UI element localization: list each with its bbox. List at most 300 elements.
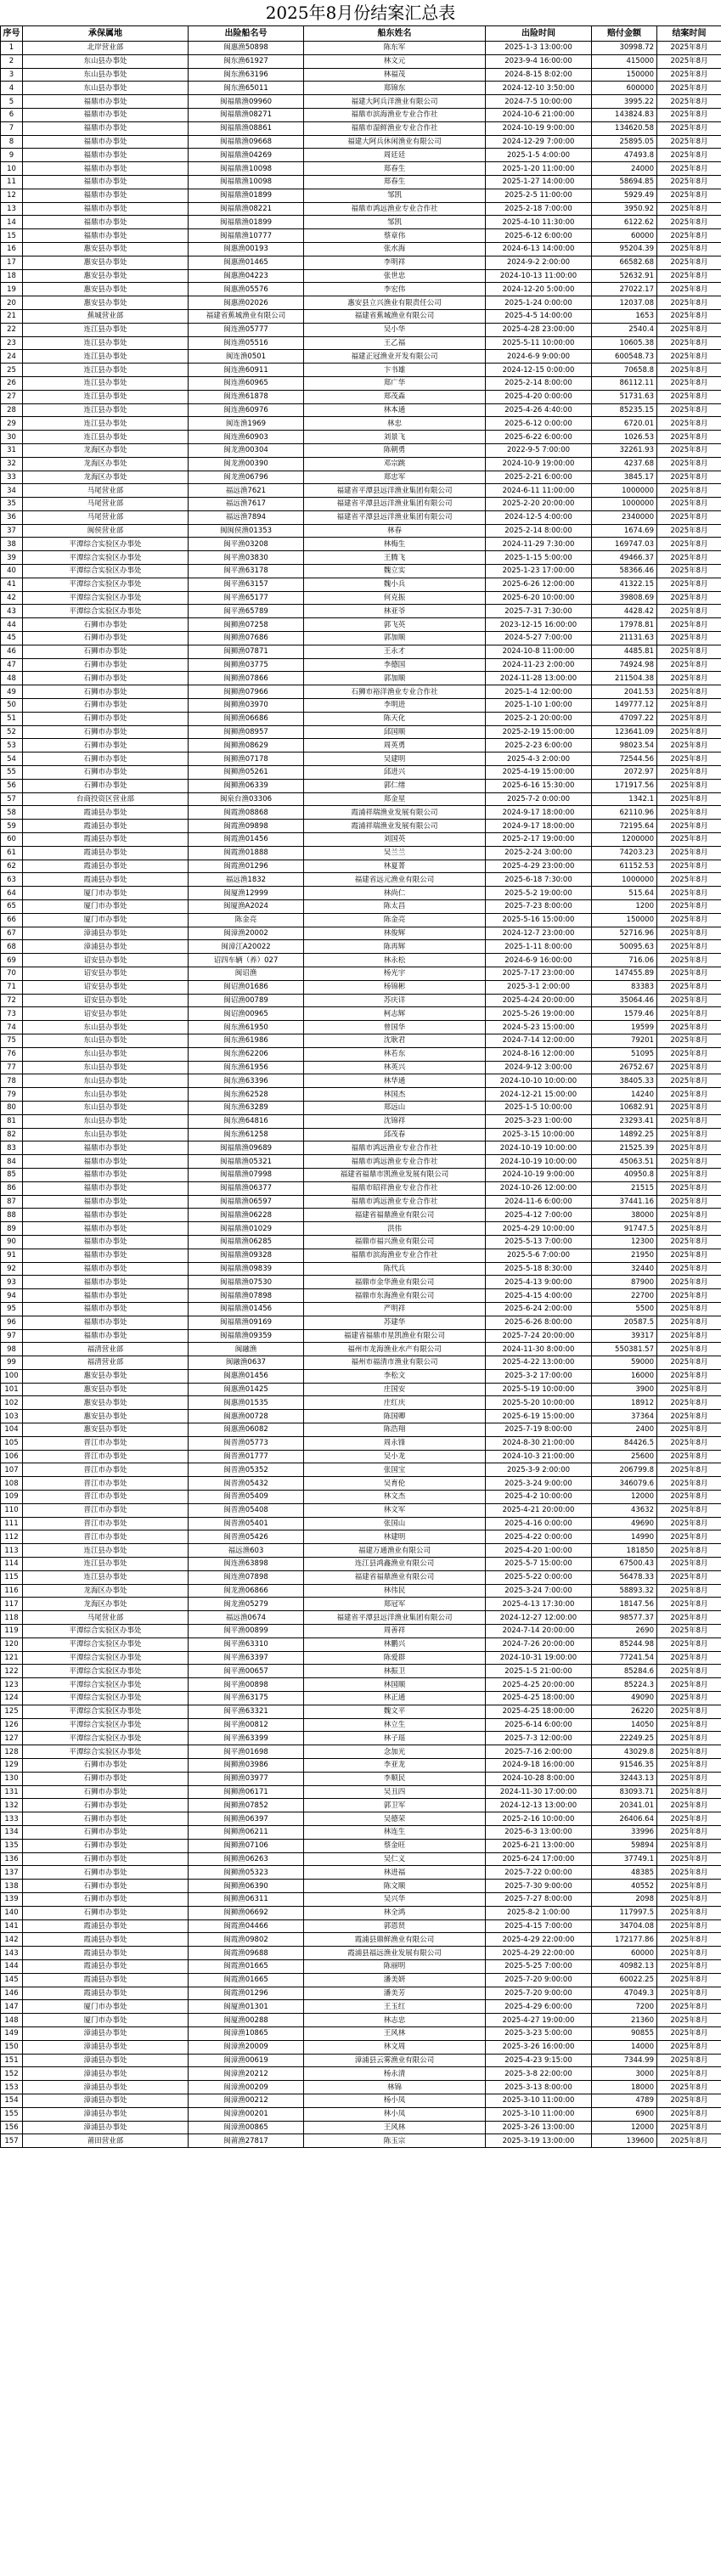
- cell-amount: 550381.57: [592, 1343, 657, 1356]
- cell-vessel: 闽福鼎渔09359: [189, 1329, 304, 1343]
- cell-accident-time: 2025-4-29 22:00:00: [486, 1947, 592, 1960]
- cell-close-date: 2025年8月: [657, 1222, 721, 1236]
- cell-amount: 21525.39: [592, 1141, 657, 1155]
- cell-region: 石狮市办事处: [23, 779, 189, 792]
- table-row: [1, 1114, 721, 1128]
- cell-owner: 林永松: [304, 954, 486, 967]
- cell-owner: 张国山: [304, 1517, 486, 1530]
- cell-owner: 陈爱群: [304, 1651, 486, 1665]
- cell-index: 19: [1, 283, 23, 296]
- table-row: [1, 1718, 721, 1732]
- table-row: [1, 2067, 721, 2081]
- cell-index: 83: [1, 1141, 23, 1155]
- cell-close-date: 2025年8月: [657, 1906, 721, 1919]
- cell-vessel: 闽闽侯渔01353: [189, 524, 304, 538]
- cell-amount: 7344.99: [592, 2054, 657, 2067]
- cell-vessel: 闽平渔63399: [189, 1732, 304, 1745]
- cell-owner: 林全鸿: [304, 1906, 486, 1919]
- cell-vessel: 闽漳渔10865: [189, 2026, 304, 2040]
- cell-owner: 邱进兴: [304, 766, 486, 780]
- cell-region: 平潭综合实验区办事处: [23, 1718, 189, 1732]
- cell-accident-time: 2025-3-13 8:00:00: [486, 2081, 592, 2094]
- cell-vessel: 闽狮渔06311: [189, 1892, 304, 1906]
- table-row: [1, 364, 721, 377]
- cell-region: 连江县办事处: [23, 403, 189, 417]
- cell-vessel: 闽福鼎渔09668: [189, 135, 304, 149]
- table-row: [1, 2000, 721, 2014]
- cell-amount: 12000: [592, 1491, 657, 1504]
- cell-owner: 郑远山: [304, 1101, 486, 1114]
- cell-owner: 严明祥: [304, 1302, 486, 1316]
- cell-amount: 1342.1: [592, 792, 657, 806]
- cell-owner: 李明祥: [304, 256, 486, 269]
- cell-close-date: 2025年8月: [657, 121, 721, 135]
- cell-vessel: 闽融渔0637: [189, 1356, 304, 1370]
- table-row: [1, 162, 721, 176]
- cell-amount: 1026.53: [592, 431, 657, 444]
- cell-owner: 王永才: [304, 645, 486, 658]
- cell-region: 连江县办事处: [23, 323, 189, 336]
- table-row: [1, 900, 721, 914]
- cell-index: 75: [1, 1034, 23, 1047]
- cell-accident-time: 2024-9-12 3:00:00: [486, 1061, 592, 1074]
- cell-index: 44: [1, 618, 23, 632]
- cell-amount: 12300: [592, 1235, 657, 1249]
- table-row: [1, 967, 721, 980]
- cell-region: 福鼎市办事处: [23, 1168, 189, 1181]
- cell-vessel: 闽晋渔05401: [189, 1517, 304, 1530]
- cell-close-date: 2025年8月: [657, 685, 721, 699]
- cell-region: 石狮市办事处: [23, 1785, 189, 1799]
- cell-index: 112: [1, 1530, 23, 1544]
- cell-close-date: 2025年8月: [657, 1396, 721, 1410]
- cell-owner: 林鹏兴: [304, 1637, 486, 1651]
- cell-index: 30: [1, 431, 23, 444]
- table-row: [1, 1705, 721, 1718]
- cell-close-date: 2025年8月: [657, 1772, 721, 1785]
- cell-index: 45: [1, 632, 23, 645]
- table-row: [1, 1329, 721, 1343]
- table-row: [1, 551, 721, 565]
- cell-index: 127: [1, 1732, 23, 1745]
- cell-accident-time: 2025-2-24 3:00:00: [486, 846, 592, 860]
- cell-close-date: 2025年8月: [657, 565, 721, 578]
- cell-close-date: 2025年8月: [657, 618, 721, 632]
- cell-owner: 福建省福鼎市凯渔业发展有限公司: [304, 1168, 486, 1181]
- cell-close-date: 2025年8月: [657, 846, 721, 860]
- cell-region: 石狮市办事处: [23, 1892, 189, 1906]
- cell-accident-time: 2025-5-11 10:00:00: [486, 336, 592, 350]
- cell-vessel: 闽福鼎渔06228: [189, 1209, 304, 1222]
- table-row: [1, 1302, 721, 1316]
- cell-amount: 143824.83: [592, 108, 657, 121]
- cell-amount: 45063.51: [592, 1155, 657, 1169]
- cell-region: 石狮市办事处: [23, 672, 189, 685]
- cell-accident-time: 2025-3-24 9:00:00: [486, 1477, 592, 1491]
- cell-close-date: 2025年8月: [657, 1825, 721, 1839]
- cell-close-date: 2025年8月: [657, 1973, 721, 1987]
- cell-accident-time: 2025-1-20 11:00:00: [486, 162, 592, 176]
- cell-accident-time: 2025-4-29 6:00:00: [486, 2000, 592, 2014]
- cell-index: 23: [1, 336, 23, 350]
- cell-accident-time: 2025-4-13 17:30:00: [486, 1598, 592, 1611]
- cell-owner: 霞浦祥瑞渔业发展有限公司: [304, 806, 486, 820]
- cell-index: 53: [1, 739, 23, 753]
- cell-vessel: 闽狮渔08957: [189, 725, 304, 739]
- cell-amount: 58893.32: [592, 1584, 657, 1598]
- cell-close-date: 2025年8月: [657, 1356, 721, 1370]
- cell-index: 48: [1, 672, 23, 685]
- cell-owner: 惠安县立兴渔业有限责任公司: [304, 296, 486, 310]
- cell-close-date: 2025年8月: [657, 1436, 721, 1450]
- cell-amount: 7200: [592, 2000, 657, 2014]
- table-row: [1, 1343, 721, 1356]
- table-row: [1, 779, 721, 792]
- header-row: [1, 26, 721, 42]
- cell-owner: 福建省福鼎市星凯渔业有限公司: [304, 1329, 486, 1343]
- cell-region: 晋江市办事处: [23, 1491, 189, 1504]
- header-vessel: 出险船名号: [189, 26, 304, 42]
- cell-index: 94: [1, 1289, 23, 1303]
- cell-owner: 陈太昌: [304, 900, 486, 914]
- table-row: [1, 1503, 721, 1517]
- cell-owner: 李顺民: [304, 1772, 486, 1785]
- cell-index: 96: [1, 1316, 23, 1329]
- cell-vessel: 闽泉台渔03306: [189, 792, 304, 806]
- cell-close-date: 2025年8月: [657, 672, 721, 685]
- cell-close-date: 2025年8月: [657, 1410, 721, 1423]
- cell-vessel: 闽福鼎渔09839: [189, 1262, 304, 1276]
- cell-region: 龙海区办事处: [23, 443, 189, 457]
- cell-accident-time: 2025-3-1 2:00:00: [486, 980, 592, 994]
- cell-region: 霞浦县办事处: [23, 1987, 189, 2000]
- cell-accident-time: 2025-6-19 15:00:00: [486, 1410, 592, 1423]
- table-row: [1, 1436, 721, 1450]
- cell-vessel: 闽狮渔07871: [189, 645, 304, 658]
- table-row: [1, 1625, 721, 1638]
- cell-index: 138: [1, 1880, 23, 1893]
- cell-region: 东山县办事处: [23, 1101, 189, 1114]
- cell-owner: 蔡金旺: [304, 1839, 486, 1852]
- cell-accident-time: 2024-10-8 11:00:00: [486, 645, 592, 658]
- cell-region: 平潭综合实验区办事处: [23, 1745, 189, 1759]
- cell-accident-time: 2024-6-9 9:00:00: [486, 350, 592, 364]
- cell-close-date: 2025年8月: [657, 833, 721, 847]
- cell-accident-time: 2025-5-26 19:00:00: [486, 1007, 592, 1021]
- cell-vessel: 闽晋渔05352: [189, 1463, 304, 1477]
- cell-owner: 林小凤: [304, 2107, 486, 2121]
- cell-region: 福鼎市办事处: [23, 149, 189, 162]
- cell-amount: 117997.5: [592, 1906, 657, 1919]
- cell-vessel: 闽厦渔01301: [189, 2000, 304, 2014]
- cell-index: 17: [1, 256, 23, 269]
- cell-close-date: 2025年8月: [657, 1369, 721, 1383]
- cell-accident-time: 2024-11-30 17:00:00: [486, 1785, 592, 1799]
- cell-region: 霞浦县办事处: [23, 1933, 189, 1947]
- table-row: [1, 1061, 721, 1074]
- cell-vessel: 闽诏渔01686: [189, 980, 304, 994]
- cell-index: 42: [1, 591, 23, 605]
- cell-region: 福鼎市办事处: [23, 1316, 189, 1329]
- cell-owner: 郭卫军: [304, 1799, 486, 1812]
- cell-accident-time: 2025-1-4 12:00:00: [486, 685, 592, 699]
- cell-close-date: 2025年8月: [657, 323, 721, 336]
- cell-close-date: 2025年8月: [657, 229, 721, 243]
- cell-accident-time: 2025-4-21 20:00:00: [486, 1503, 592, 1517]
- cell-accident-time: 2024-6-11 11:00:00: [486, 484, 592, 498]
- cell-index: 119: [1, 1625, 23, 1638]
- cell-index: 56: [1, 779, 23, 792]
- cell-vessel: 闽狮渔05261: [189, 766, 304, 780]
- cell-owner: 郑冠军: [304, 1598, 486, 1611]
- cell-amount: 26220: [592, 1705, 657, 1718]
- cell-accident-time: 2025-7-20 9:00:00: [486, 1987, 592, 2000]
- cell-accident-time: 2025-5-7 15:00:00: [486, 1558, 592, 1571]
- cell-index: 135: [1, 1839, 23, 1852]
- cell-vessel: 闽福鼎渔09328: [189, 1249, 304, 1262]
- cell-accident-time: 2025-4-25 18:00:00: [486, 1705, 592, 1718]
- cell-region: 福鼎市办事处: [23, 108, 189, 121]
- cell-amount: 2098: [592, 1892, 657, 1906]
- cell-owner: 周永锋: [304, 1436, 486, 1450]
- cell-accident-time: 2025-1-5 4:00:00: [486, 149, 592, 162]
- cell-owner: 林国顺: [304, 1678, 486, 1692]
- cell-accident-time: 2025-4-20 1:00:00: [486, 1544, 592, 1558]
- cell-amount: 40950.8: [592, 1168, 657, 1181]
- table-row: [1, 792, 721, 806]
- cell-vessel: 闽东渔61950: [189, 1021, 304, 1034]
- table-row: [1, 1491, 721, 1504]
- table-row: [1, 1825, 721, 1839]
- cell-amount: 6122.62: [592, 216, 657, 229]
- table-row: [1, 1611, 721, 1625]
- cell-amount: 74924.98: [592, 658, 657, 672]
- cell-amount: 515.64: [592, 887, 657, 900]
- cell-accident-time: 2025-4-23 9:15:00: [486, 2054, 592, 2067]
- cell-amount: 25895.05: [592, 135, 657, 149]
- cell-index: 52: [1, 725, 23, 739]
- cell-close-date: 2025年8月: [657, 1718, 721, 1732]
- cell-owner: 林立生: [304, 1718, 486, 1732]
- cell-owner: 林文杰: [304, 1491, 486, 1504]
- cell-close-date: 2025年8月: [657, 994, 721, 1007]
- cell-amount: 3995.22: [592, 95, 657, 109]
- cell-accident-time: 2024-11-28 13:00:00: [486, 672, 592, 685]
- cell-region: 惠安县办事处: [23, 283, 189, 296]
- cell-index: 38: [1, 538, 23, 551]
- cell-region: 厦门市办事处: [23, 2000, 189, 2014]
- cell-vessel: 闽惠渔04223: [189, 269, 304, 283]
- cell-owner: 吴丑四: [304, 1785, 486, 1799]
- cell-index: 84: [1, 1155, 23, 1169]
- cell-vessel: 闽漳江A20022: [189, 940, 304, 954]
- cell-owner: 福鼎市东海渔业有限公司: [304, 1289, 486, 1303]
- cell-accident-time: 2024-9-18 16:00:00: [486, 1759, 592, 1773]
- table-row: [1, 1892, 721, 1906]
- cell-owner: 邹凯: [304, 189, 486, 202]
- cell-region: 东山县办事处: [23, 54, 189, 68]
- cell-owner: 林文军: [304, 1503, 486, 1517]
- cell-vessel: 闽霞渔01296: [189, 860, 304, 873]
- cell-accident-time: 2025-7-22 0:00:00: [486, 1866, 592, 1880]
- cell-vessel: 闽狮渔06211: [189, 1825, 304, 1839]
- cell-owner: 郑春生: [304, 175, 486, 189]
- cell-accident-time: 2025-2-16 10:00:00: [486, 1812, 592, 1826]
- cell-index: 143: [1, 1947, 23, 1960]
- cell-region: 惠安县办事处: [23, 296, 189, 310]
- cell-index: 81: [1, 1114, 23, 1128]
- cell-region: 连江县办事处: [23, 390, 189, 403]
- table-row: [1, 1450, 721, 1463]
- cell-vessel: 闽惠渔01465: [189, 256, 304, 269]
- cell-amount: 1200: [592, 900, 657, 914]
- cell-amount: 1674.69: [592, 524, 657, 538]
- cell-close-date: 2025年8月: [657, 2121, 721, 2134]
- cell-index: 13: [1, 202, 23, 216]
- cell-region: 福鼎市办事处: [23, 121, 189, 135]
- table-row: [1, 390, 721, 403]
- cell-index: 76: [1, 1047, 23, 1061]
- cell-vessel: 闽平渔63310: [189, 1637, 304, 1651]
- cell-accident-time: 2024-12-5 4:00:00: [486, 510, 592, 524]
- cell-vessel: 闽晋渔05773: [189, 1436, 304, 1450]
- cell-owner: 蔡章伟: [304, 229, 486, 243]
- cell-vessel: 福远渔0674: [189, 1611, 304, 1625]
- table-row: [1, 498, 721, 511]
- cell-region: 东山县办事处: [23, 1088, 189, 1102]
- cell-close-date: 2025年8月: [657, 739, 721, 753]
- table-row: [1, 605, 721, 618]
- cell-owner: 杨小凤: [304, 2094, 486, 2107]
- cell-close-date: 2025年8月: [657, 54, 721, 68]
- cell-index: 78: [1, 1074, 23, 1088]
- cell-close-date: 2025年8月: [657, 2000, 721, 2014]
- cell-accident-time: 2024-10-3 21:00:00: [486, 1450, 592, 1463]
- cell-close-date: 2025年8月: [657, 1584, 721, 1598]
- cell-region: 石狮市办事处: [23, 1812, 189, 1826]
- cell-region: 厦门市办事处: [23, 2014, 189, 2027]
- cell-region: 平潭综合实验区办事处: [23, 605, 189, 618]
- table-row: [1, 753, 721, 766]
- cell-vessel: 闽莆渔27817: [189, 2134, 304, 2148]
- cell-region: 东山县办事处: [23, 1034, 189, 1047]
- cell-close-date: 2025年8月: [657, 1074, 721, 1088]
- cell-vessel: 闽平渔00899: [189, 1625, 304, 1638]
- cell-vessel: 闽东渔64816: [189, 1114, 304, 1128]
- cell-vessel: 闽平渔00812: [189, 1718, 304, 1732]
- cell-vessel: 闽平渔63178: [189, 565, 304, 578]
- cell-region: 平潭综合实验区办事处: [23, 1625, 189, 1638]
- cell-amount: 2072.97: [592, 766, 657, 780]
- cell-index: 124: [1, 1692, 23, 1705]
- cell-region: 诏安县办事处: [23, 967, 189, 980]
- cell-index: 72: [1, 994, 23, 1007]
- cell-amount: 37749.1: [592, 1852, 657, 1866]
- cell-region: 厦门市办事处: [23, 900, 189, 914]
- cell-accident-time: 2024-10-10 10:00:00: [486, 1074, 592, 1088]
- table-row: [1, 95, 721, 109]
- cell-close-date: 2025年8月: [657, 2094, 721, 2107]
- cell-close-date: 2025年8月: [657, 1047, 721, 1061]
- cell-index: 22: [1, 323, 23, 336]
- cell-accident-time: 2025-4-16 0:00:00: [486, 1517, 592, 1530]
- cell-vessel: 闽狮渔03986: [189, 1759, 304, 1773]
- table-row: [1, 431, 721, 444]
- cell-amount: 18000: [592, 2081, 657, 2094]
- cell-index: 71: [1, 980, 23, 994]
- cell-region: 福鼎市办事处: [23, 1235, 189, 1249]
- cell-region: 石狮市办事处: [23, 712, 189, 725]
- cell-close-date: 2025年8月: [657, 1329, 721, 1343]
- cell-vessel: 闽厦渔00288: [189, 2014, 304, 2027]
- cell-accident-time: 2025-5-6 7:00:00: [486, 1249, 592, 1262]
- cell-index: 88: [1, 1209, 23, 1222]
- cell-owner: 林英兴: [304, 1061, 486, 1074]
- cell-index: 130: [1, 1772, 23, 1785]
- cell-vessel: 闽狮渔07966: [189, 685, 304, 699]
- cell-index: 145: [1, 1973, 23, 1987]
- cell-region: 平潭综合实验区办事处: [23, 565, 189, 578]
- header-close-date: 结案时间: [657, 26, 721, 42]
- cell-region: 石狮市办事处: [23, 1852, 189, 1866]
- cell-accident-time: 2024-10-28 8:00:00: [486, 1772, 592, 1785]
- cell-owner: 福鼎市鸿远渔业专业合作社: [304, 1195, 486, 1209]
- cell-owner: 福鼎市金华渔业有限公司: [304, 1276, 486, 1289]
- cell-region: 福鼎市办事处: [23, 216, 189, 229]
- cell-region: 龙海区办事处: [23, 1598, 189, 1611]
- cell-accident-time: 2025-2-19 15:00:00: [486, 725, 592, 739]
- cell-accident-time: 2025-5-16 15:00:00: [486, 913, 592, 927]
- cell-region: 霞浦县办事处: [23, 1959, 189, 1973]
- cell-region: 蕉城营业部: [23, 309, 189, 323]
- cell-amount: 1000000: [592, 498, 657, 511]
- cell-owner: 王风林: [304, 2121, 486, 2134]
- cell-owner: 石狮市裕洋渔业专业合作社: [304, 685, 486, 699]
- table-row: [1, 2081, 721, 2094]
- cell-accident-time: 2024-8-30 21:00:00: [486, 1436, 592, 1450]
- cell-amount: 14050: [592, 1718, 657, 1732]
- cell-accident-time: 2025-1-23 17:00:00: [486, 565, 592, 578]
- header-amount: 赔付金额: [592, 26, 657, 42]
- cell-owner: 郭飞英: [304, 618, 486, 632]
- cell-region: 诏安县办事处: [23, 1007, 189, 1021]
- cell-close-date: 2025年8月: [657, 980, 721, 994]
- cell-region: 石狮市办事处: [23, 1866, 189, 1880]
- cell-region: 福鼎市办事处: [23, 1155, 189, 1169]
- cell-amount: 58694.85: [592, 175, 657, 189]
- cell-vessel: 闽东渔63396: [189, 1074, 304, 1088]
- cell-index: 63: [1, 873, 23, 887]
- cell-owner: 魏立实: [304, 565, 486, 578]
- table-row: [1, 1665, 721, 1678]
- cell-region: 莆田营业部: [23, 2134, 189, 2148]
- cell-amount: 3845.17: [592, 471, 657, 484]
- cell-amount: 49090: [592, 1692, 657, 1705]
- cell-close-date: 2025年8月: [657, 632, 721, 645]
- cell-close-date: 2025年8月: [657, 1665, 721, 1678]
- cell-accident-time: 2024-12-7 23:00:00: [486, 927, 592, 940]
- cell-region: 晋江市办事处: [23, 1477, 189, 1491]
- cell-vessel: 闽连渔60976: [189, 403, 304, 417]
- cell-index: 102: [1, 1396, 23, 1410]
- cell-close-date: 2025年8月: [657, 1598, 721, 1611]
- cell-amount: 85224.3: [592, 1678, 657, 1692]
- cell-owner: 连江县鸿鑫渔业有限公司: [304, 1558, 486, 1571]
- cell-region: 平潭综合实验区办事处: [23, 1732, 189, 1745]
- cell-index: 7: [1, 121, 23, 135]
- cell-index: 122: [1, 1665, 23, 1678]
- cell-index: 87: [1, 1195, 23, 1209]
